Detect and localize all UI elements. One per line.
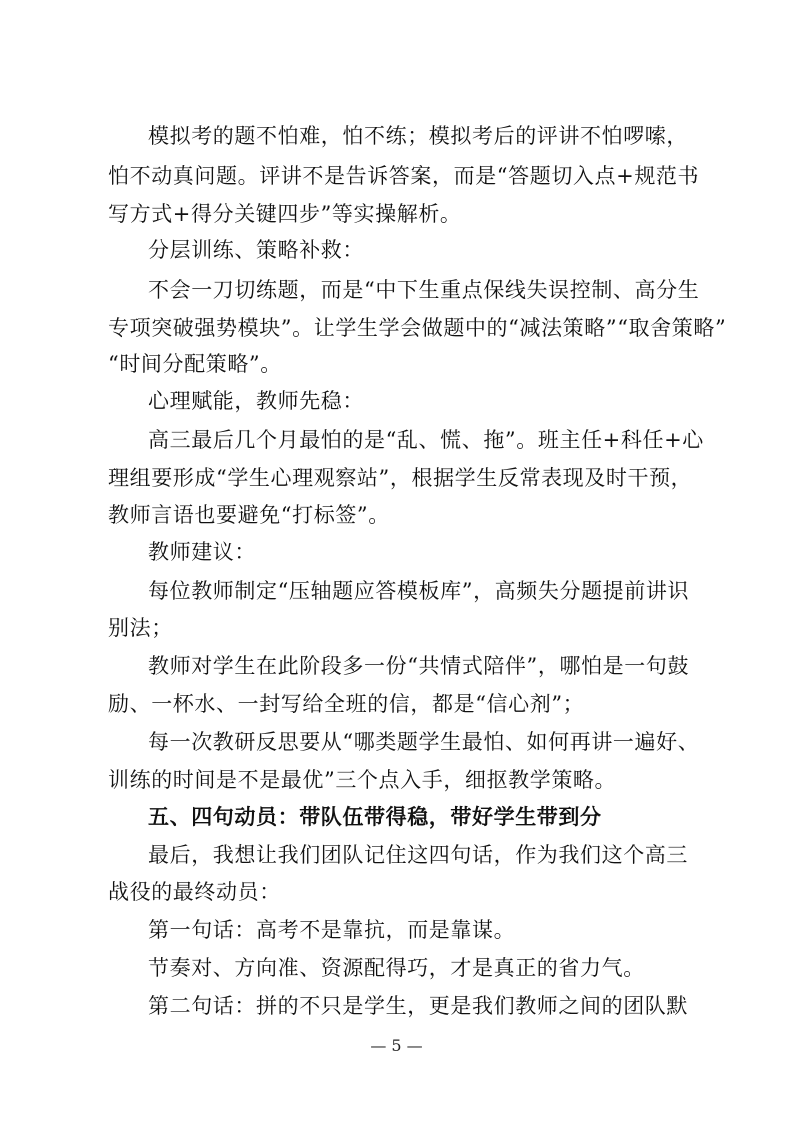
paragraph-line: 每一次教研反思要从“哪类题学生最怕、如何再讲一遍好、 <box>148 730 700 754</box>
paragraph-line: 节奏对、方向准、资源配得巧，才是真正的省力气。 <box>148 956 645 980</box>
page-number: — 5 — <box>370 1036 423 1055</box>
paragraph-line: 高三最后几个月最怕的是“乱、慌、拖”。班主任+科任+心 <box>148 428 704 452</box>
paragraph-line: 模拟考的题不怕难，怕不练；模拟考后的评讲不怕啰嗦， <box>148 124 688 148</box>
paragraph-line: 分层训练、策略补救： <box>148 238 364 262</box>
section-heading: 五、四句动员：带队伍带得稳，带好学生带到分 <box>148 805 602 829</box>
paragraph-line: 教师建议： <box>148 540 256 564</box>
paragraph-line: 每位教师制定“压轴题应答模板库”，高频失分题提前讲识 <box>148 579 690 603</box>
paragraph-line: 不会一刀切练题，而是“中下生重点保线失误控制、高分生 <box>148 278 700 302</box>
paragraph-line: 理组要形成“学生心理观察站”，根据学生反常表现及时干预， <box>108 466 693 490</box>
paragraph-line: 教师对学生在此阶段多一份“共情式陪伴”，哪怕是一句鼓 <box>148 654 690 678</box>
paragraph-line: 第一句话：高考不是靠抗，而是靠谋。 <box>148 918 516 942</box>
paragraph-line: 战役的最终动员： <box>108 880 281 904</box>
paragraph-line: 别法； <box>108 616 173 640</box>
paragraph-line: 写方式+得分关键四步”等实操解析。 <box>108 202 462 226</box>
paragraph-line: 最后，我想让我们团队记住这四句话，作为我们这个高三 <box>148 843 688 867</box>
paragraph-line: 怕不动真问题。评讲不是告诉答案，而是“答题切入点+规范书 <box>108 164 700 188</box>
paragraph-line: 训练的时间是不是最优”三个点入手，细抠教学策略。 <box>108 768 617 792</box>
paragraph-line: 第二句话：拼的不只是学生，更是我们教师之间的团队默 <box>148 994 688 1018</box>
paragraph-line: “时间分配策略”。 <box>108 352 282 376</box>
paragraph-line: 励、一杯水、一封写给全班的信，都是“信心剂”； <box>108 692 585 716</box>
paragraph-line: 教师言语也要避免“打标签”。 <box>108 503 390 527</box>
paragraph-line: 专项突破强势模块”。让学生学会做题中的“减法策略”“取舍策略” <box>108 316 727 340</box>
paragraph-line: 心理赋能，教师先稳： <box>148 389 364 413</box>
